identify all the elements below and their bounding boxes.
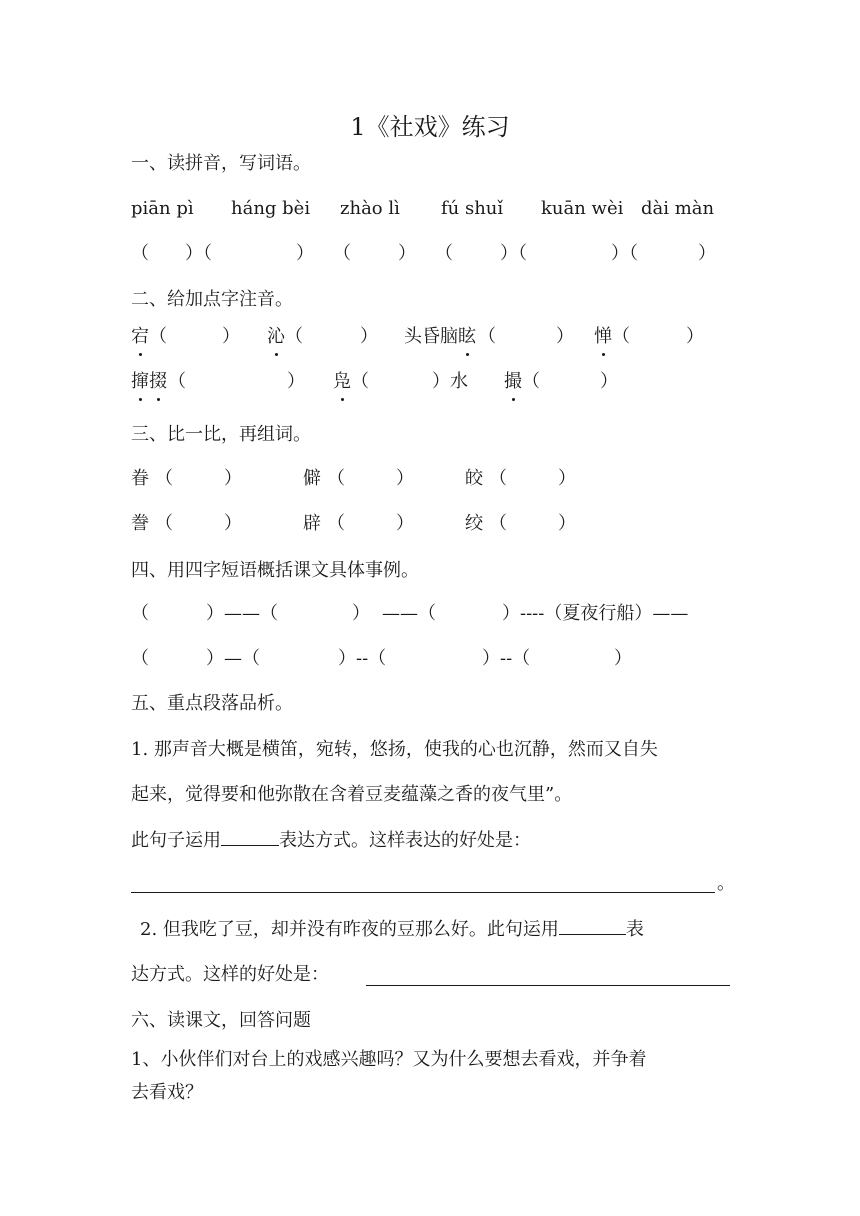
dotted-char: 眩 bbox=[458, 326, 476, 347]
dotted-char: 沁 bbox=[267, 326, 285, 347]
compare-char: 僻 bbox=[303, 468, 321, 489]
dotted-char: 撺 bbox=[131, 371, 149, 392]
paren: ） bbox=[287, 371, 305, 392]
paren: ） bbox=[296, 243, 314, 264]
paren: ） bbox=[352, 603, 370, 624]
paren: （ bbox=[149, 326, 167, 347]
dotted-char: 宕 bbox=[131, 326, 149, 347]
paren: ）（ bbox=[500, 243, 527, 264]
paren: （ bbox=[155, 513, 173, 534]
paren: ）（ bbox=[185, 243, 212, 264]
paren: ） bbox=[614, 648, 632, 669]
question-text: 此句子运用 bbox=[131, 830, 221, 851]
pinyin-3: zhào lì bbox=[340, 198, 400, 219]
answer-blank[interactable] bbox=[221, 845, 279, 846]
question-line: 去看戏？ bbox=[131, 1082, 203, 1103]
paren: ）（ bbox=[611, 243, 638, 264]
paren: （ bbox=[131, 603, 149, 624]
answer-line[interactable] bbox=[366, 985, 730, 986]
paren: ） bbox=[600, 371, 618, 392]
paren-dash: ）--（ bbox=[338, 648, 387, 669]
pinyin-6: dài màn bbox=[641, 198, 715, 219]
section-6-heading: 六、读课文，回答问题 bbox=[131, 1010, 311, 1031]
dotted-char: 掇 bbox=[149, 371, 167, 392]
passage-line: 1. 那声音大概是横笛，宛转，悠扬，使我的心也沉静，然而又自失 bbox=[131, 739, 658, 760]
question-line: 1、小伙伴们对台上的戏感兴趣吗？又为什么要想去看戏，并争着 bbox=[131, 1049, 647, 1070]
paren: ） bbox=[686, 326, 704, 347]
paren-dash: ）—（ bbox=[206, 648, 260, 669]
paren: ） bbox=[396, 468, 414, 489]
paren: （ bbox=[131, 648, 149, 669]
paren: （ bbox=[333, 243, 351, 264]
passage-line: 起来，觉得要和他弥散在含着豆麦蕴藻之香的夜气里”。 bbox=[131, 784, 573, 805]
compare-char: 绞 bbox=[465, 513, 483, 534]
paren: （ bbox=[131, 243, 149, 264]
paren: （ bbox=[435, 243, 453, 264]
pinyin-5: kuān wèi bbox=[541, 198, 624, 219]
dotted-char: 撮 bbox=[504, 371, 522, 392]
question-text: 2. 但我吃了豆，却并没有昨夜的豆那么好。此句运用 bbox=[140, 919, 559, 940]
paren: ） bbox=[396, 513, 414, 534]
question-line bbox=[131, 829, 531, 853]
question-text: 表 bbox=[625, 919, 644, 940]
word-label: 头昏脑 bbox=[404, 326, 458, 347]
paren: ） bbox=[222, 326, 240, 347]
compare-char: 眷 bbox=[131, 468, 149, 489]
paren: （ bbox=[327, 468, 345, 489]
compare-char: 皎 bbox=[465, 468, 483, 489]
pinyin-2: háng bèi bbox=[231, 198, 311, 219]
section-5-heading: 五、重点段落品析。 bbox=[131, 693, 293, 714]
paren-dash: ——（ bbox=[382, 603, 436, 624]
answer-blank[interactable] bbox=[559, 934, 626, 935]
section-2-heading: 二、给加点字注音。 bbox=[131, 289, 293, 310]
paren: （ bbox=[327, 513, 345, 534]
answer-end: 。 bbox=[717, 873, 735, 894]
paren: （ bbox=[612, 326, 630, 347]
paren: （ bbox=[522, 371, 540, 392]
pinyin-4: fú shuǐ bbox=[441, 198, 504, 219]
paren-dash: ）--（ bbox=[482, 648, 531, 669]
question-text: 达方式。这样的好处是： bbox=[131, 964, 329, 985]
pinyin-1: piān pì bbox=[131, 198, 194, 219]
paren: （ bbox=[155, 468, 173, 489]
question-line bbox=[140, 918, 644, 942]
paren: （ bbox=[285, 326, 303, 347]
paren: ） bbox=[698, 243, 716, 264]
paren: ） bbox=[556, 326, 574, 347]
paren: ）水 bbox=[432, 371, 468, 392]
dotted-char: 惮 bbox=[594, 326, 612, 347]
paren: ） bbox=[360, 326, 378, 347]
paren: ） bbox=[224, 513, 242, 534]
paren: （ bbox=[489, 513, 507, 534]
paren: （ bbox=[351, 371, 369, 392]
paren: （ bbox=[478, 326, 496, 347]
paren: （ bbox=[168, 371, 186, 392]
section-3-heading: 三、比一比，再组词。 bbox=[131, 424, 311, 445]
paren-dash-example: ）----（夏夜行船）—— bbox=[502, 603, 689, 624]
paren: ） bbox=[224, 468, 242, 489]
paren: ） bbox=[398, 243, 416, 264]
compare-char: 誊 bbox=[131, 513, 149, 534]
paren: ） bbox=[558, 468, 576, 489]
compare-char: 辟 bbox=[303, 513, 321, 534]
section-4-heading: 四、用四字短语概括课文具体事例。 bbox=[131, 560, 419, 581]
question-text: 表达方式。这样表达的好处是： bbox=[279, 830, 531, 851]
paren: ） bbox=[558, 513, 576, 534]
answer-line[interactable] bbox=[131, 892, 715, 893]
paren-dash: ）——（ bbox=[206, 603, 278, 624]
page-title: 1《社戏》练习 bbox=[350, 113, 510, 141]
section-1-heading: 一、读拼音，写词语。 bbox=[131, 153, 311, 174]
dotted-char: 凫 bbox=[333, 371, 351, 392]
paren: （ bbox=[489, 468, 507, 489]
